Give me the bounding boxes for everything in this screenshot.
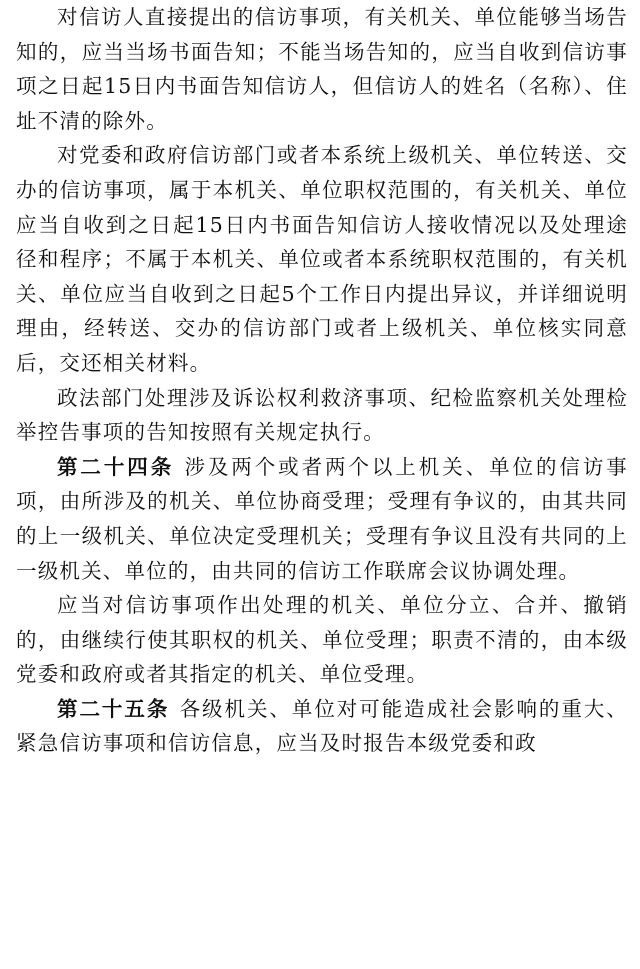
article-number: 第二十四条 (57, 454, 175, 479)
article-24 (16, 450, 628, 588)
document-page (16, 0, 628, 761)
paragraph-notification-transferred (16, 138, 628, 380)
paragraph-text: 政法部门处理涉及诉讼权利救济事项、纪检监察机关处理检举控告事项的告知按照有关规定执行。 (16, 385, 628, 445)
paragraph-text: 应当对信访事项作出处理的机关、单位分立、合并、撤销的，由继续行使其职权的机关、单位受理；职责不清的，由本级党委和政府或者其指定的机关、单位受理。 (16, 593, 628, 687)
article-number: 第二十五条 (57, 696, 170, 721)
paragraph-text: 对党委和政府信访部门或者本系统上级机关、单位转送、交办的信访事项，属于本机关、单位职权范围的，有关机关、单位应当自收到之日起15日内书面告知信访人接收情况以及处理途径和程序；不属于本机关、单位或者本系统职权范围的，有关机关、单位应当自收到之日起5个工作日内提出异议，并详细说明理由，经转送、交办的信访部门或者上级机关、单位核实同意后，交还相关材料。 (16, 143, 628, 375)
article-text: 各级机关、单位对可能造成社会影响的重大、紧急信访事项和信访信息，应当及时报告本级党委和政 (16, 696, 629, 756)
article-25 (16, 692, 628, 761)
article-text: 涉及两个或者两个以上机关、单位的信访事项，由所涉及的机关、单位协商受理；受理有争议的，由其共同的上一级机关、单位决定受理机关；受理有争议且没有共同的上一级机关、单位的，由共同的信访工作联席会议协调处理。 (16, 454, 628, 583)
paragraph-split-merge (16, 588, 628, 692)
paragraph-notification-legal (16, 381, 628, 450)
paragraph-notification-direct (16, 0, 628, 138)
paragraph-text: 对信访人直接提出的信访事项，有关机关、单位能够当场告知的，应当当场书面告知；不能当场告知的，应当自收到信访事项之日起15日内书面告知信访人，但信访人的姓名（名称）、住址不清的除外。 (16, 5, 628, 133)
